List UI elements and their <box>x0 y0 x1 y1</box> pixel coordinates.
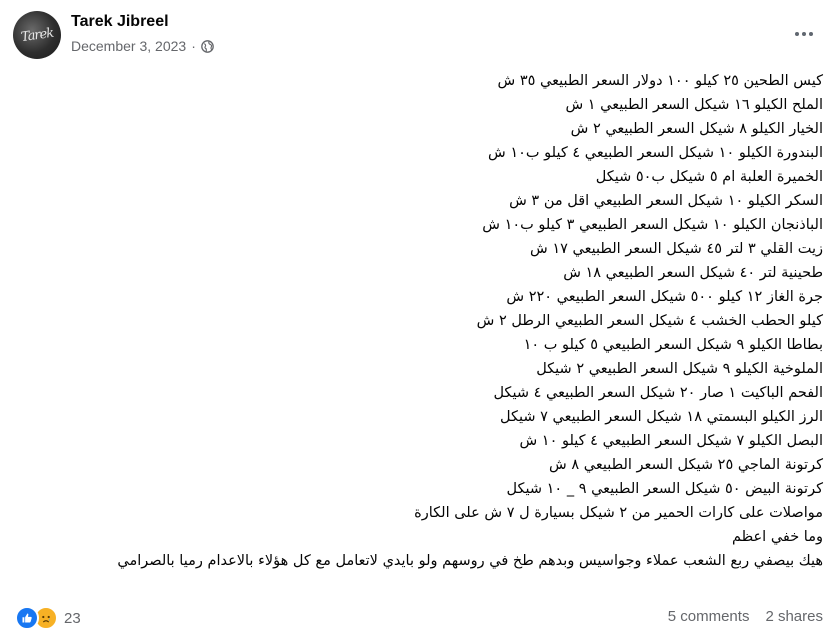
post-body <box>23 69 823 573</box>
post-line: البصل الكيلو ٧ شيكل السعر الطبيعي ٤ كيلو ١٠ ش <box>519 433 823 449</box>
post-line: الباذنجان الكيلو ١٠ شيكل السعر الطبيعي ٣ كيلو ب١٠ ش <box>482 217 823 233</box>
globe-icon[interactable] <box>201 40 214 53</box>
engagement-summary <box>668 608 823 625</box>
post-line: وما خفي اعظم <box>731 529 823 545</box>
post-line: كرتونة البيض ٥٠ شيكل السعر الطبيعي ٩ _ ١٠ شيكل <box>506 481 823 497</box>
shares-count-link[interactable]: 2 shares <box>765 608 823 625</box>
post-line: زيت القلي ٣ لتر ٤٥ شيكل السعر الطبيعي ١٧ ش <box>530 241 823 257</box>
post-line: الخيار الكيلو ٨ شيكل السعر الطبيعي ٢ ش <box>570 121 823 137</box>
post-footer <box>0 600 834 638</box>
reaction-count: 23 <box>64 609 81 627</box>
post-meta <box>71 38 214 54</box>
like-icon <box>15 606 39 630</box>
post-line: طحينية لتر ٤٠ شيكل السعر الطبيعي ١٨ ش <box>563 265 823 281</box>
post-line: السكر الكيلو ١٠ شيكل السعر الطبيعي اقل من ٣ ش <box>509 193 823 209</box>
post-line: كيلو الحطب الخشب ٤ شيكل السعر الطبيعي الرطل ٢ ش <box>476 313 823 329</box>
post-date[interactable]: December 3, 2023 <box>71 38 187 54</box>
post-line: هيك بيصفي ربع الشعب عملاء وجواسيس وبدهم طخ في روسهم ولو بايدي لاتعامل مع كل هؤلاء بالاعدام رميا بالصرامي <box>117 553 823 569</box>
post-line: الخميرة العلبة ام ٥ شيكل ب٥٠ شيكل <box>595 169 823 185</box>
more-options-icon <box>795 32 813 36</box>
post-line: البندورة الكيلو ١٠ شيكل السعر الطبيعي ٤ كيلو ب١٠ ش <box>488 145 823 161</box>
author-avatar[interactable] <box>13 11 61 59</box>
post-line: الرز الكيلو البسمتي ١٨ شيكل السعر الطبيعي ٧ شيكل <box>499 409 823 425</box>
reactions-summary[interactable] <box>15 606 81 630</box>
author-name[interactable]: Tarek Jibreel <box>71 13 169 30</box>
post-line: الملح الكيلو ١٦ شيكل السعر الطبيعي ١ ش <box>565 97 823 113</box>
avatar-signature: Tarek <box>20 25 54 45</box>
comments-count-link[interactable]: 5 comments <box>667 608 750 625</box>
post-line: الملوخية الكيلو ٩ شيكل السعر الطبيعي ٢ شيكل <box>536 361 823 377</box>
post-line: الفحم الباكيت ١ صار ٢٠ شيكل السعر الطبيعي ٤ شيكل <box>493 385 823 401</box>
meta-separator: · <box>191 38 196 54</box>
post-line: بطاطا الكيلو ٩ شيكل السعر الطبيعي ٥ كيلو ب ١٠ <box>523 337 823 353</box>
more-options-button[interactable] <box>788 18 820 50</box>
post-line: كيس الطحين ٢٥ كيلو ١٠٠ دولار السعر الطبيعي ٣٥ ش <box>497 73 823 89</box>
post-line: مواصلات على كارات الحمير من ٢ شيكل بسيارة ل ٧ ش على الكارة <box>414 505 823 521</box>
post-line: جرة الغاز ١٢ كيلو ٥٠٠ شيكل السعر الطبيعي ٢٢٠ ش <box>506 289 823 305</box>
post-line: كرتونة الماجي ٢٥ شيكل السعر الطبيعي ٨ ش <box>549 457 823 473</box>
post-header <box>0 0 834 66</box>
